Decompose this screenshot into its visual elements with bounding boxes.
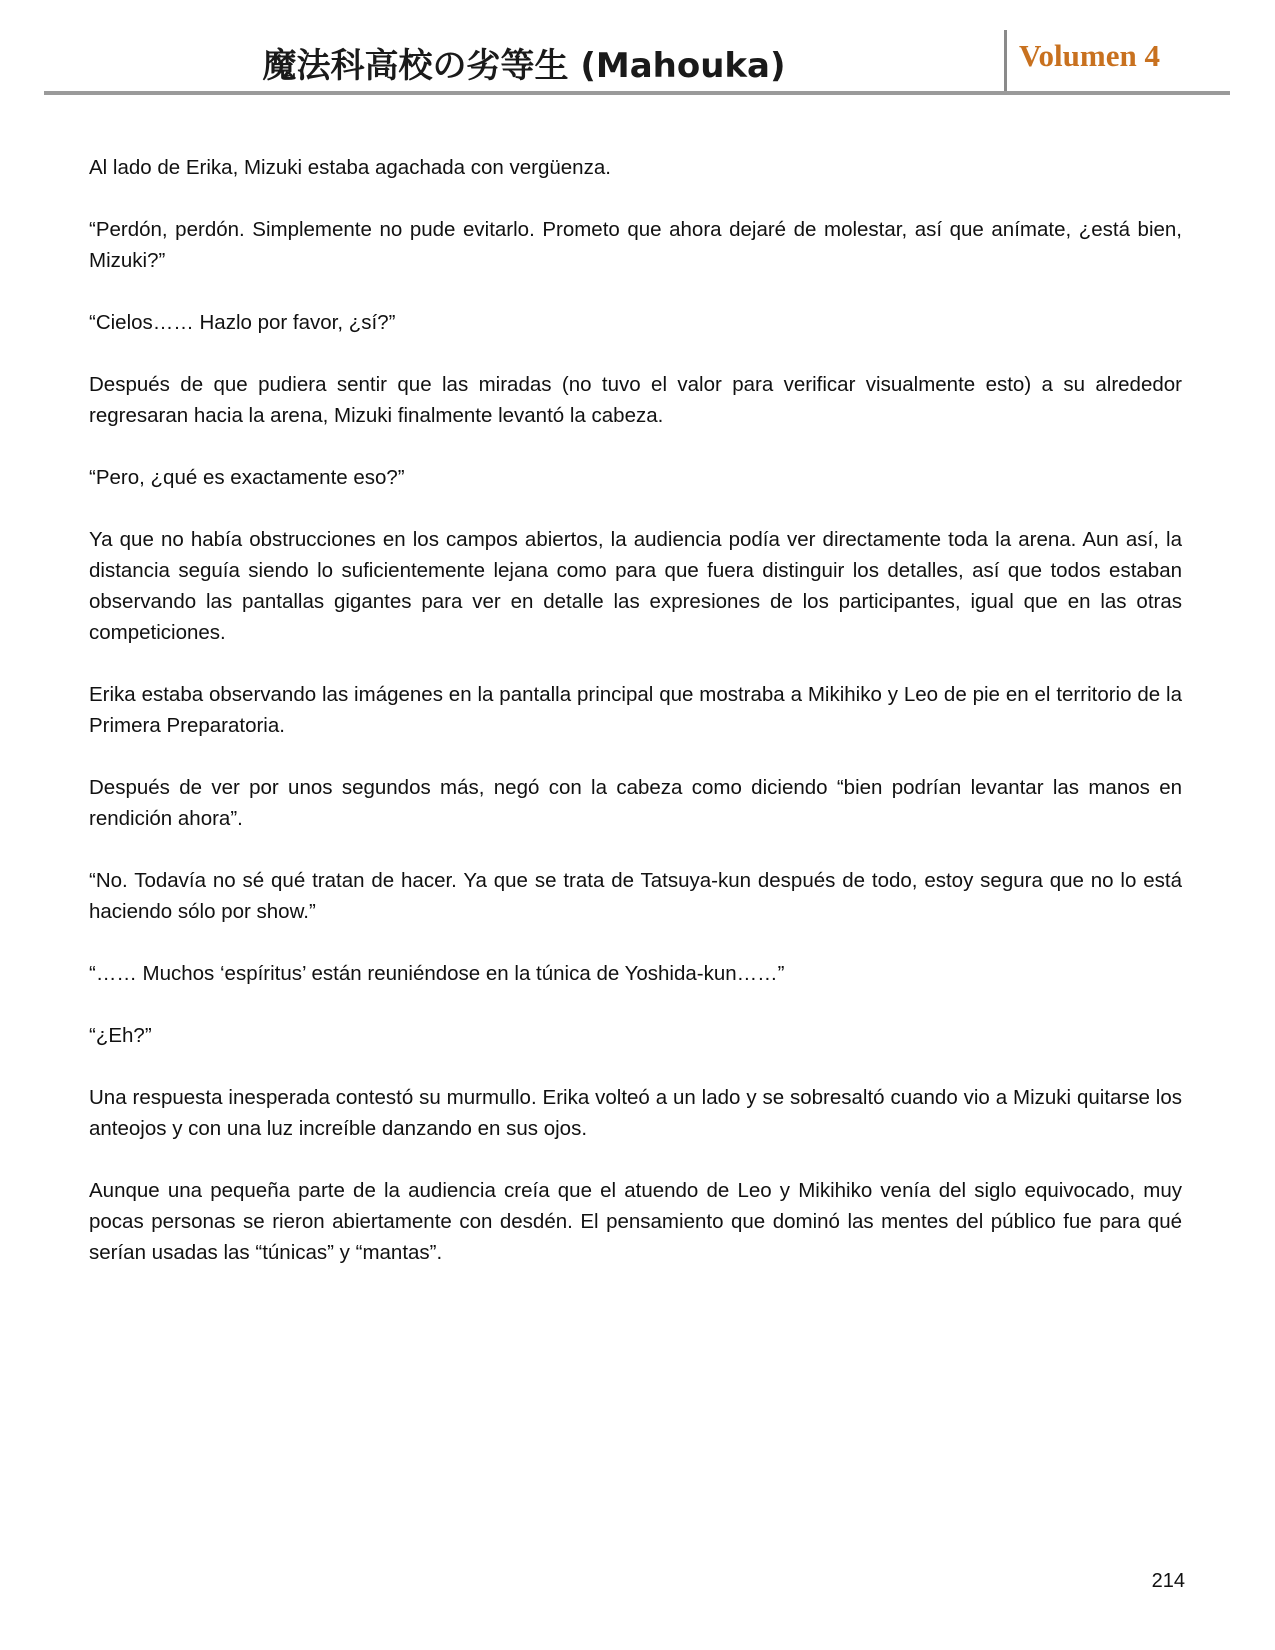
paragraph: “Perdón, perdón. Simplemente no pude evitarlo. Prometo que ahora dejaré de molestar, así que anímate, ¿está bien, Mizuki?” [89,218,1182,272]
page-number: 214 [1151,1570,1185,1592]
paragraph: Erika estaba observando las imágenes en la pantalla principal que mostraba a Mikihiko y Leo de pie en el territorio de la Primera Preparatoria. [89,683,1182,737]
paragraph: “¿Eh?” [89,1024,152,1047]
paragraph: “No. Todavía no sé qué tratan de hacer. Ya que se trata de Tatsuya-kun después de todo, estoy segura que no lo está haciendo sólo por show.” [89,869,1182,923]
paragraph: Después de que pudiera sentir que las miradas (no tuvo el valor para verificar visualmente esto) a su alrededor regresaran hacia la arena, Mizuki finalmente levantó la cabeza. [89,373,1182,427]
paragraph: Una respuesta inesperada contestó su murmullo. Erika volteó a un lado y se sobresaltó cuando vio a Mizuki quitarse los anteojos y con una luz increíble danzando en sus ojos. [89,1086,1182,1140]
paragraph: “Cielos…… Hazlo por favor, ¿sí?” [89,311,396,334]
body-text [89,152,1182,1299]
header-rule [44,91,1230,95]
page-header [44,28,1230,96]
paragraph: “Pero, ¿qué es exactamente eso?” [89,466,405,489]
paragraph: “…… Muchos ‘espíritus’ están reuniéndose en la túnica de Yoshida-kun……” [89,962,785,985]
volume-label: Volumen 4 [1019,38,1160,73]
book-title: 魔法科高校の劣等生 (Mahouka) [262,46,786,86]
header-divider [1004,30,1007,92]
paragraph: Al lado de Erika, Mizuki estaba agachada con vergüenza. [89,156,611,179]
paragraph: Después de ver por unos segundos más, negó con la cabeza como diciendo “bien podrían levantar las manos en rendición ahora”. [89,776,1182,830]
paragraph: Ya que no había obstrucciones en los campos abiertos, la audiencia podía ver directamente toda la arena. Aun así, la distancia seguía siendo lo suficientemente lejana como para que fuera distinguir los detalles, así que todos estaban observando las pantallas gigantes para ver en detalle las expresiones de los participantes, igual que en las otras competiciones. [89,528,1182,644]
paragraph: Aunque una pequeña parte de la audiencia creía que el atuendo de Leo y Mikihiko venía del siglo equivocado, muy pocas personas se rieron abiertamente con desdén. El pensamiento que dominó las mentes del público fue para qué serían usadas las “túnicas” y “mantas”. [89,1179,1182,1264]
